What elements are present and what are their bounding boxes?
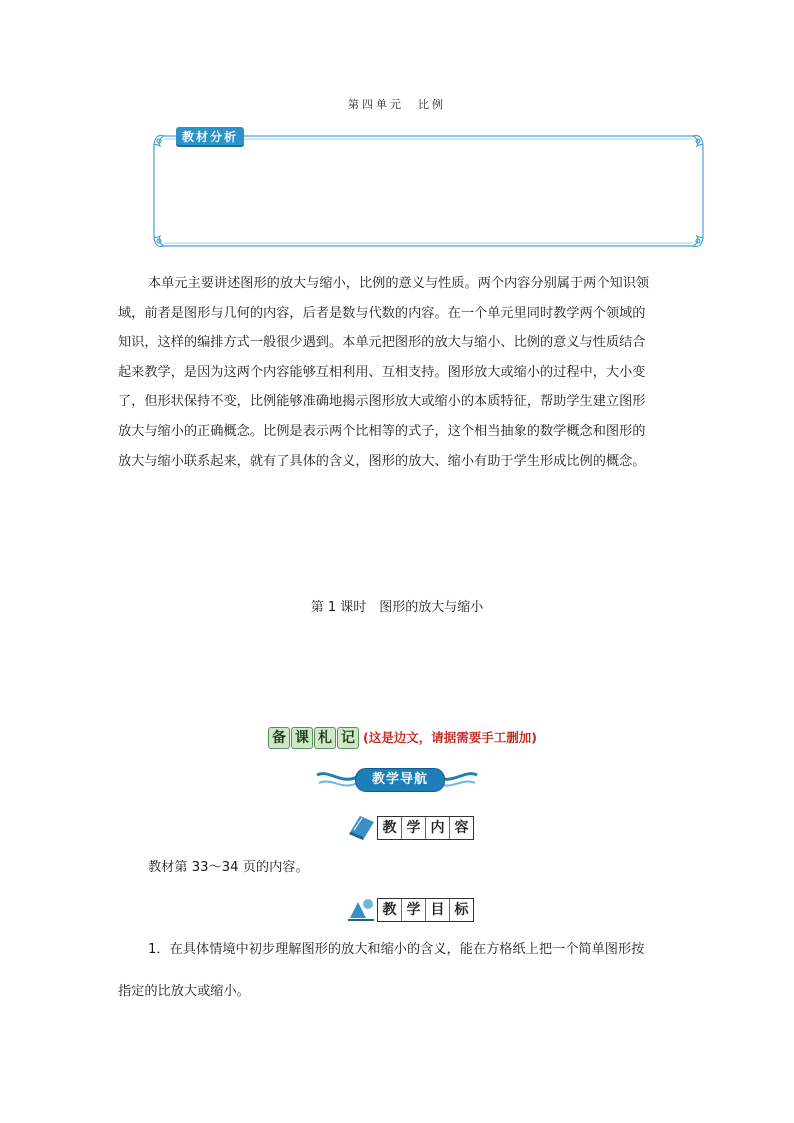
analysis-frame — [150, 132, 707, 250]
paragraph-line: 知识，这样的编排方式一般很少遇到。本单元把图形的放大与缩小、比例的意义与性质结合 — [118, 335, 646, 351]
content-section-header — [346, 814, 486, 840]
section-char: 目 — [426, 899, 450, 921]
prep-notes-header — [268, 727, 537, 749]
prep-char: 记 — [337, 727, 359, 749]
unit-title: 第四单元 比例 — [348, 98, 446, 111]
prep-char: 课 — [291, 727, 313, 749]
goals-section-header — [346, 896, 486, 922]
goal-item-1-line-1: 1．在具体情境中初步理解图形的放大和缩小的含义，能在方格纸上把一个简单图形按 — [148, 942, 645, 957]
book-icon — [346, 814, 376, 840]
paragraph-line: 起来教学，是因为这两个内容能够互相利用、互相支持。图形放大或缩小的过程中，大小变 — [118, 364, 646, 380]
section-char: 内 — [426, 817, 450, 839]
paragraph-line: 放大与缩小联系起来，就有了具体的含义，图形的放大、缩小有助于学生形成比例的概念。 — [118, 453, 646, 469]
prep-char: 札 — [314, 727, 336, 749]
teaching-nav-banner — [315, 767, 479, 793]
analysis-tab: 教材分析 — [176, 127, 244, 147]
section-char: 容 — [454, 820, 469, 836]
paragraph-line: 本单元主要讲述图形的放大与缩小，比例的意义与性质。两个内容分别属于两个知识领 — [148, 276, 650, 291]
paragraph-line: 了，但形状保持不变，比例能够准确地揭示图形放大或缩小的本质特征，帮助学生建立图形 — [118, 394, 646, 410]
paragraph-line: 放大与缩小的正确概念。比例是表示两个比相等的式子，这个相当抽象的数学概念和图形的 — [118, 423, 646, 439]
section-char: 学 — [402, 899, 426, 921]
section-char: 学 — [402, 817, 426, 839]
section-char: 教 — [378, 817, 402, 839]
target-icon — [346, 896, 376, 922]
lesson-title: 第 1 课时 图形的放大与缩小 — [310, 600, 484, 615]
teaching-nav-label: 教学导航 — [355, 768, 445, 792]
prep-note: (这是边文，请据需要手工删加) — [363, 730, 537, 745]
analysis-paragraph — [118, 269, 678, 476]
section-char: 标 — [454, 902, 469, 918]
goal-item-1-line-2: 指定的比放大或缩小。 — [118, 984, 250, 999]
section-char: 教 — [378, 899, 402, 921]
prep-char: 备 — [268, 727, 290, 749]
paragraph-line: 域，前者是图形与几何的内容，后者是数与代数的内容。在一个单元里同时教学两个领域的 — [118, 305, 646, 321]
content-text: 教材第 33～34 页的内容。 — [148, 860, 309, 875]
frame-border-icon — [150, 132, 707, 250]
